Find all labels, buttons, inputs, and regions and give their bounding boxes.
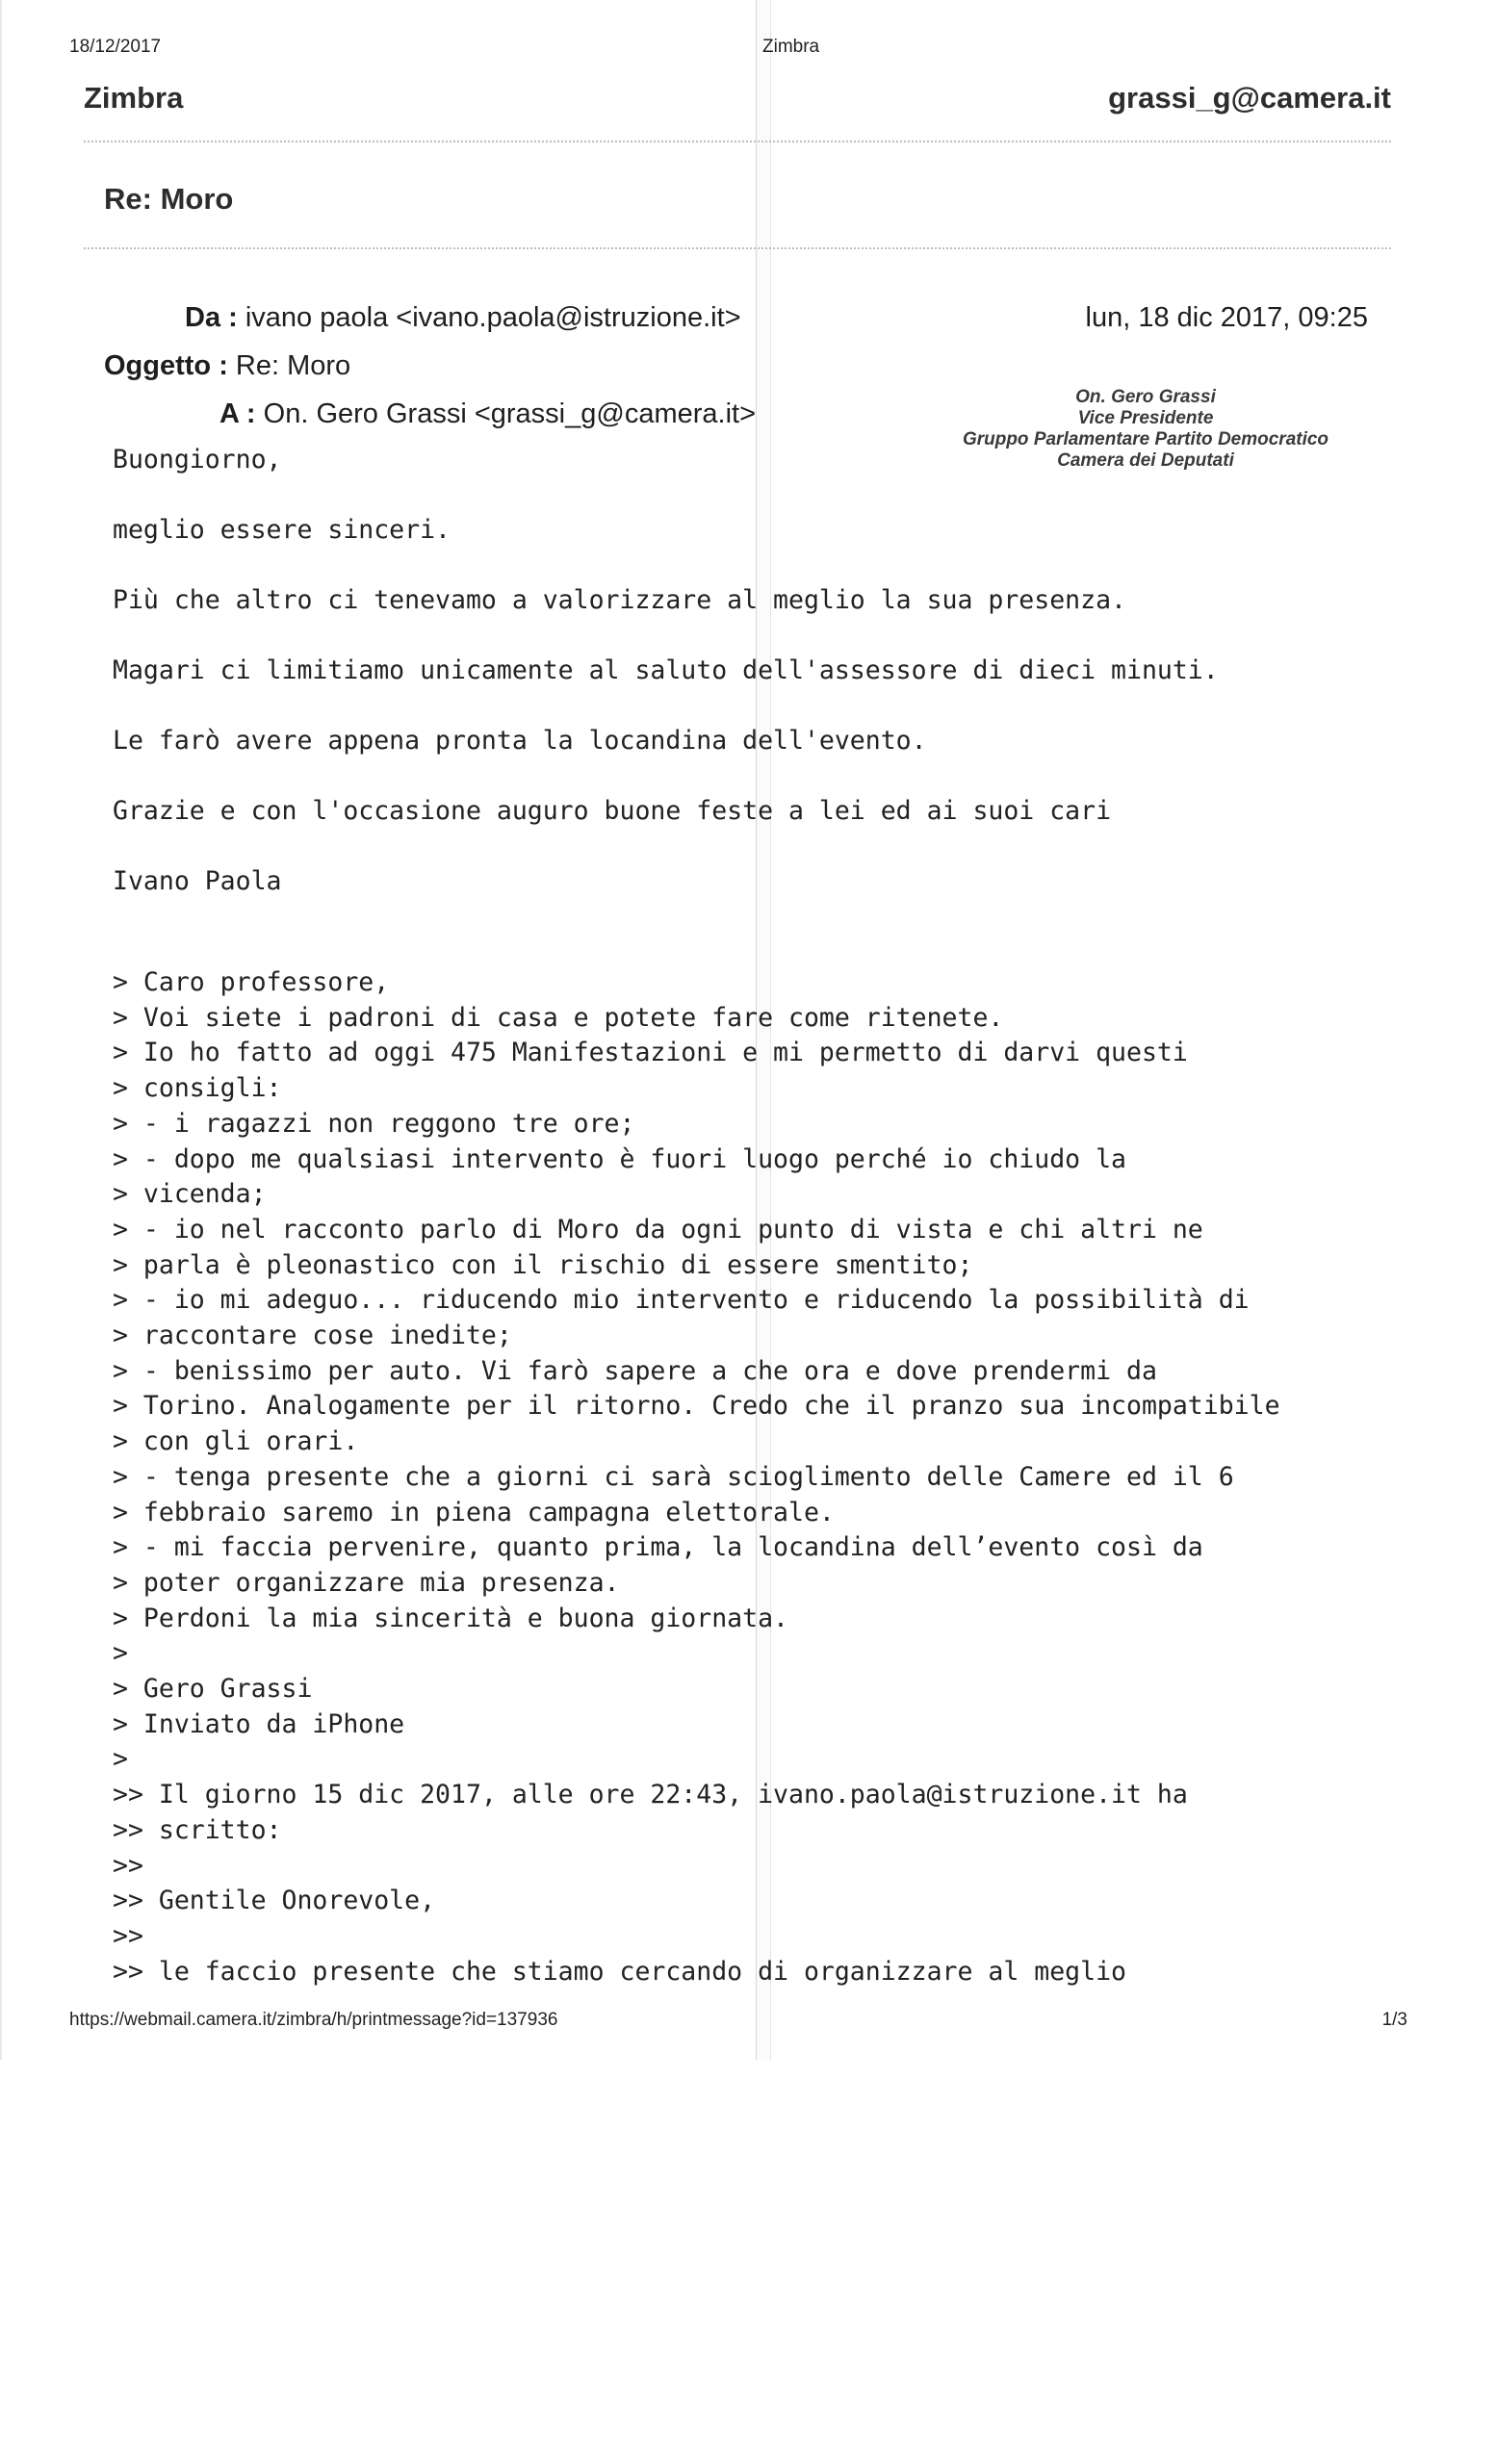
quoted-line: > - benissimo per auto. Vi farò sapere a che ora e dove prendermi da [113, 1355, 1157, 1386]
quoted-line: > Inviato da iPhone [113, 1708, 405, 1739]
quoted-line: > [113, 1744, 128, 1775]
from-row [185, 302, 741, 334]
print-footer-page: 1/3 [1381, 2010, 1407, 2030]
sent-date: lun, 18 dic 2017, 09:25 [1085, 302, 1368, 333]
body-paragraph: Magari ci limitiamo unicamente al saluto dell'assessore di dieci minuti. [113, 655, 1219, 685]
quoted-line: > - mi faccia pervenire, quanto prima, la locandina dell’evento così da [113, 1532, 1203, 1563]
official-stamp [924, 387, 1367, 472]
stamp-line: On. Gero Grassi [1075, 387, 1216, 407]
quoted-line: >> [113, 1920, 143, 1951]
quoted-line: >> Il giorno 15 dic 2017, alle ore 22:43, ivano.paola@istruzione.it ha [113, 1780, 1188, 1810]
quoted-line: > raccontare cose inedite; [113, 1321, 512, 1351]
quoted-line: > consigli: [113, 1073, 282, 1104]
quoted-line: > - dopo me qualsiasi intervento è fuori luogo perché io chiudo la [113, 1143, 1126, 1174]
quoted-line: > Perdoni la mia sincerità e buona giornata. [113, 1603, 788, 1633]
quoted-line: > - io nel racconto parlo di Moro da ogni punto di vista e chi altri ne [113, 1214, 1203, 1245]
quoted-line: > parla è pleonastico con il rischio di essere smentito; [113, 1249, 973, 1280]
quoted-line: > con gli orari. [113, 1426, 359, 1457]
to-label: A : [219, 398, 256, 429]
account-email: grassi_g@camera.it [1108, 81, 1391, 115]
stamp-line: Vice Presidente [1077, 408, 1214, 428]
quoted-line: >> [113, 1850, 143, 1881]
subject-row [104, 350, 350, 382]
body-paragraph: meglio essere sinceri. [113, 515, 451, 545]
quoted-line: > poter organizzare mia presenza. [113, 1567, 620, 1598]
header-divider [84, 141, 1391, 142]
print-date: 18/12/2017 [69, 37, 162, 57]
quoted-line: > febbraio saremo in piena campagna elettorale. [113, 1497, 835, 1527]
subject-divider [84, 247, 1391, 249]
quoted-line: >> le faccio presente che stiamo cercando di organizzare al meglio [113, 1956, 1126, 1987]
body-paragraph: Le farò avere appena pronta la locandina dell'evento. [113, 726, 927, 756]
scan-edge [0, 0, 2, 2060]
body-signature: Ivano Paola [113, 866, 282, 896]
quoted-line: > [113, 1638, 128, 1669]
body-paragraph: Più che altro ci tenevamo a valorizzare al meglio la sua presenza. [113, 585, 1126, 615]
quoted-thread [113, 965, 1280, 1989]
quoted-line: > - i ragazzi non reggono tre ore; [113, 1108, 635, 1139]
quoted-line: > - tenga presente che a giorni ci sarà scioglimento delle Camere ed il 6 [113, 1461, 1234, 1492]
quoted-line: >> Gentile Onorevole, [113, 1886, 436, 1916]
app-brand: Zimbra [84, 81, 184, 115]
subject-label: Oggetto : [104, 350, 228, 381]
print-footer-url: https://webmail.camera.it/zimbra/h/printmessage?id=137936 [69, 2010, 558, 2030]
quoted-line: > - io mi adeguo... riducendo mio intervento e riducendo la possibilità di [113, 1285, 1250, 1316]
message-subject: Re: Moro [104, 182, 234, 216]
from-label: Da : [185, 302, 238, 333]
quoted-line: > Caro professore, [113, 967, 390, 997]
stamp-line: Gruppo Parlamentare Partito Democratico [962, 429, 1329, 449]
quoted-line: > vicenda; [113, 1179, 267, 1210]
from-value: ivano paola <ivano.paola@istruzione.it> [245, 302, 741, 333]
quoted-line: > Torino. Analogamente per il ritorno. Credo che il pranzo sua incompatibile [113, 1391, 1280, 1422]
quoted-line: > Io ho fatto ad oggi 475 Manifestazioni e mi permetto di darvi questi [113, 1038, 1188, 1068]
body-greeting: Buongiorno, [113, 445, 282, 475]
subject-value: Re: Moro [235, 350, 351, 381]
quoted-line: > Gero Grassi [113, 1674, 313, 1705]
to-value: On. Gero Grassi <grassi_g@camera.it> [263, 398, 757, 429]
quoted-line: >> scritto: [113, 1814, 282, 1845]
print-title: Zimbra [762, 37, 820, 57]
to-row [219, 398, 756, 430]
quoted-line: > Voi siete i padroni di casa e potete fare come ritenete. [113, 1002, 1004, 1033]
stamp-line: Camera dei Deputati [1057, 450, 1234, 471]
body-paragraph: Grazie e con l'occasione auguro buone feste a lei ed ai suoi cari [113, 796, 1112, 826]
